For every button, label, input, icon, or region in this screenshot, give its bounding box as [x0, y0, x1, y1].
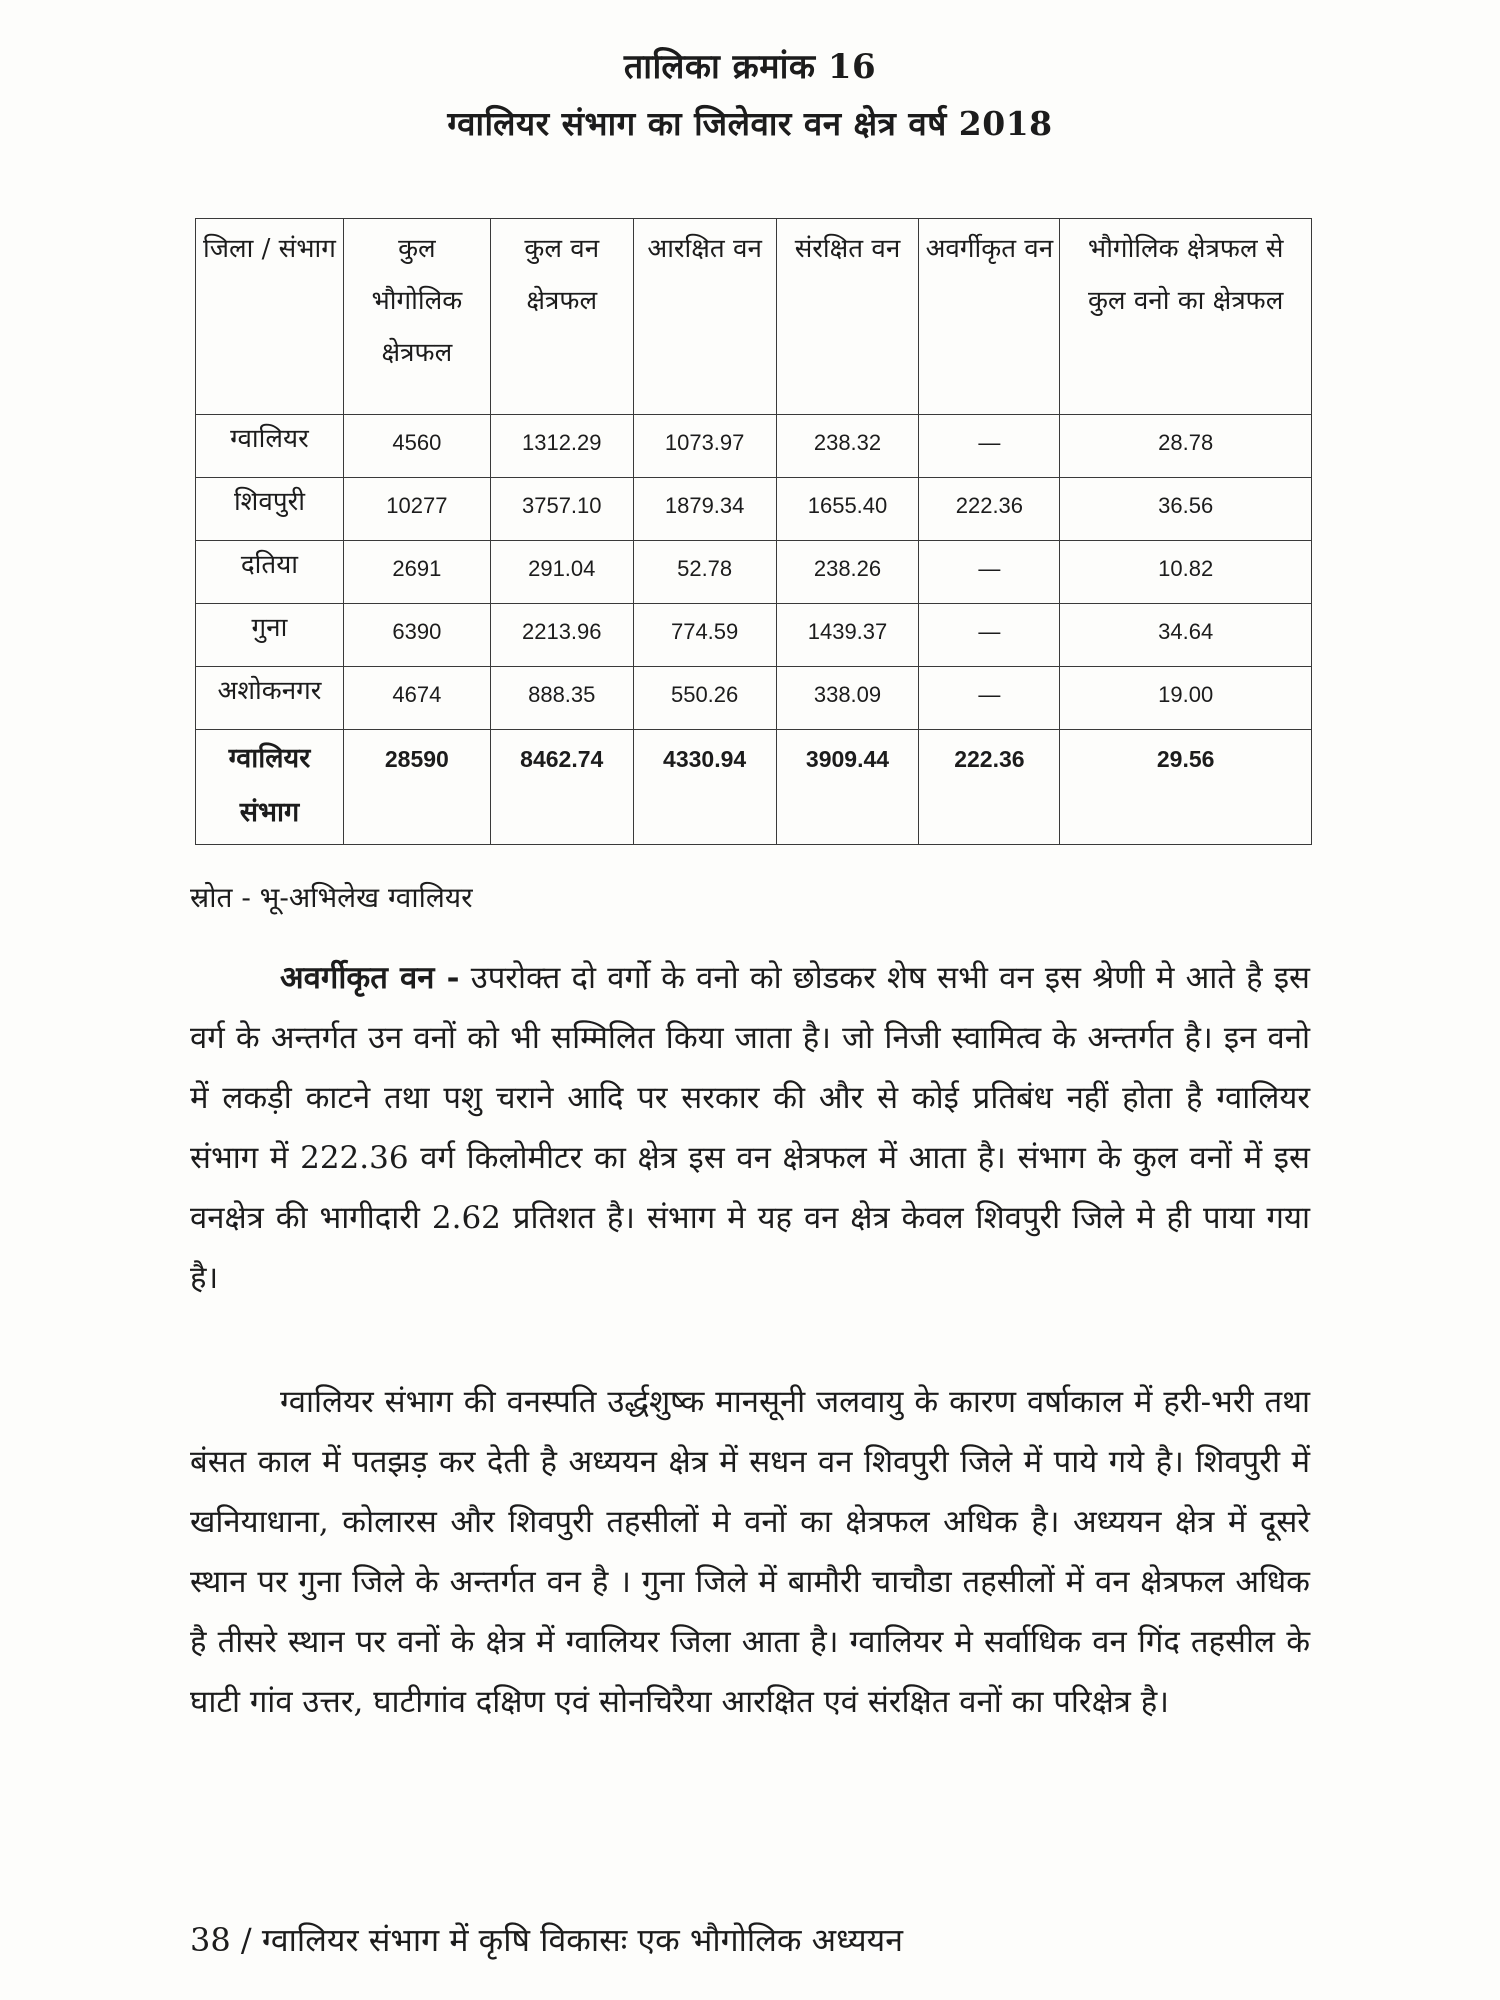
paragraph-unclassified-forest [190, 948, 1310, 1308]
cell-percent: 19.00 [1060, 667, 1312, 730]
cell-total-area: 10277 [343, 478, 490, 541]
cell-district: ग्वालियर [196, 415, 344, 478]
cell-protected: 238.32 [776, 415, 919, 478]
cell-forest-area: 3757.10 [490, 478, 633, 541]
header-percent: भौगोलिक क्षेत्रफल से कुल वनो का क्षेत्रफल [1060, 219, 1312, 415]
cell-protected: 1655.40 [776, 478, 919, 541]
header-unclassified: अवर्गीकृत वन [919, 219, 1060, 415]
table-row [196, 415, 1312, 478]
cell-reserved: 550.26 [633, 667, 776, 730]
table-header-row [196, 219, 1312, 415]
cell-unclassified: — [919, 604, 1060, 667]
table-number-title: तालिका क्रमांक 16 [623, 47, 877, 87]
cell-total-area: 4674 [343, 667, 490, 730]
cell-total-area: 28590 [343, 730, 490, 845]
table-source: स्रोत - भू-अभिलेख ग्वालियर [190, 881, 473, 914]
table-row [196, 541, 1312, 604]
paragraph-vegetation: ग्वालियर संभाग की वनस्पति उर्द्धशुष्क मानसूनी जलवायु के कारण वर्षाकाल में हरी-भरी तथा बंसत काल में पतझड़ कर देती है अध्ययन क्षेत्र में सधन वन शिवपुरी जिले में पाये गये है। शिवपुरी में खनियाधाना, कोलारस और शिवपुरी तहसीलों मे वनों का क्षेत्रफल अधिक है। अध्ययन क्षेत्र में दूसरे स्थान पर गुना जिले के अन्तर्गत वन है । गुना जिले में बामौरी चाचौडा तहसीलों में वन क्षेत्रफल अधिक है तीसरे स्थान पर वनों के क्षेत्र में ग्वालियर जिला आता है। ग्वालियर मे सर्वाधिक वन गिंद तहसील के घाटी गांव उत्तर, घाटीगांव दक्षिण एवं सोनचिरैया आरक्षित एवं संरक्षित वनों का परिक्षेत्र है। [190, 1384, 1310, 1720]
cell-total-area: 6390 [343, 604, 490, 667]
cell-protected: 1439.37 [776, 604, 919, 667]
cell-total-area: 4560 [343, 415, 490, 478]
cell-protected: 238.26 [776, 541, 919, 604]
paragraph-body: उपरोक्त दो वर्गो के वनो को छोडकर शेष सभी वन इस श्रेणी मे आते है इस वर्ग के अन्तर्गत उन वनों को भी सम्मिलित किया जाता है। जो निजी स्वामित्व के अन्तर्गत है। इन वनो में लकड़ी काटने तथा पशु चराने आदि पर सरकार की और से कोई प्रतिबंध नहीं होता है ग्वालियर संभाग में 222.36 वर्ग किलोमीटर का क्षेत्र इस वन क्षेत्रफल में आता है। संभाग के कुल वनों में इस वनक्षेत्र की भागीदारी 2.62 प्रतिशत है। संभाग मे यह वन क्षेत्र केवल शिवपुरी जिले मे ही पाया गया है। [190, 960, 1310, 1296]
cell-district: ग्वालियर संभाग [196, 730, 344, 845]
cell-reserved: 1879.34 [633, 478, 776, 541]
table-row [196, 667, 1312, 730]
cell-unclassified: — [919, 541, 1060, 604]
cell-protected: 3909.44 [776, 730, 919, 845]
cell-reserved: 1073.97 [633, 415, 776, 478]
table-row [196, 604, 1312, 667]
header-district: जिला / संभाग [196, 219, 344, 415]
table-total-row [196, 730, 1312, 845]
cell-forest-area: 1312.29 [490, 415, 633, 478]
cell-unclassified: 222.36 [919, 478, 1060, 541]
cell-percent: 10.82 [1060, 541, 1312, 604]
cell-percent: 29.56 [1060, 730, 1312, 845]
cell-unclassified: — [919, 415, 1060, 478]
cell-unclassified: 222.36 [919, 730, 1060, 845]
cell-district: शिवपुरी [196, 478, 344, 541]
cell-percent: 36.56 [1060, 478, 1312, 541]
cell-reserved: 52.78 [633, 541, 776, 604]
cell-protected: 338.09 [776, 667, 919, 730]
cell-total-area: 2691 [343, 541, 490, 604]
cell-forest-area: 888.35 [490, 667, 633, 730]
cell-percent: 34.64 [1060, 604, 1312, 667]
cell-forest-area: 291.04 [490, 541, 633, 604]
cell-district: दतिया [196, 541, 344, 604]
table-caption: ग्वालियर संभाग का जिलेवार वन क्षेत्र वर्ष 2018 [447, 104, 1053, 143]
cell-forest-area: 2213.96 [490, 604, 633, 667]
cell-reserved: 4330.94 [633, 730, 776, 845]
cell-percent: 28.78 [1060, 415, 1312, 478]
table-row [196, 478, 1312, 541]
cell-reserved: 774.59 [633, 604, 776, 667]
header-forest-area: कुल वन क्षेत्रफल [490, 219, 633, 415]
cell-district: गुना [196, 604, 344, 667]
header-reserved: आरक्षित वन [633, 219, 776, 415]
cell-forest-area: 8462.74 [490, 730, 633, 845]
page-footer: 38 / ग्वालियर संभाग में कृषि विकासः एक भौगोलिक अध्ययन [190, 1921, 903, 1959]
cell-district: अशोकनगर [196, 667, 344, 730]
forest-area-table [195, 218, 1312, 845]
header-total-area: कुल भौगोलिक क्षेत्रफल [343, 219, 490, 415]
header-protected: संरक्षित वन [776, 219, 919, 415]
paragraph-lead-term: अवर्गीकृत वन - [280, 960, 460, 996]
cell-unclassified: — [919, 667, 1060, 730]
